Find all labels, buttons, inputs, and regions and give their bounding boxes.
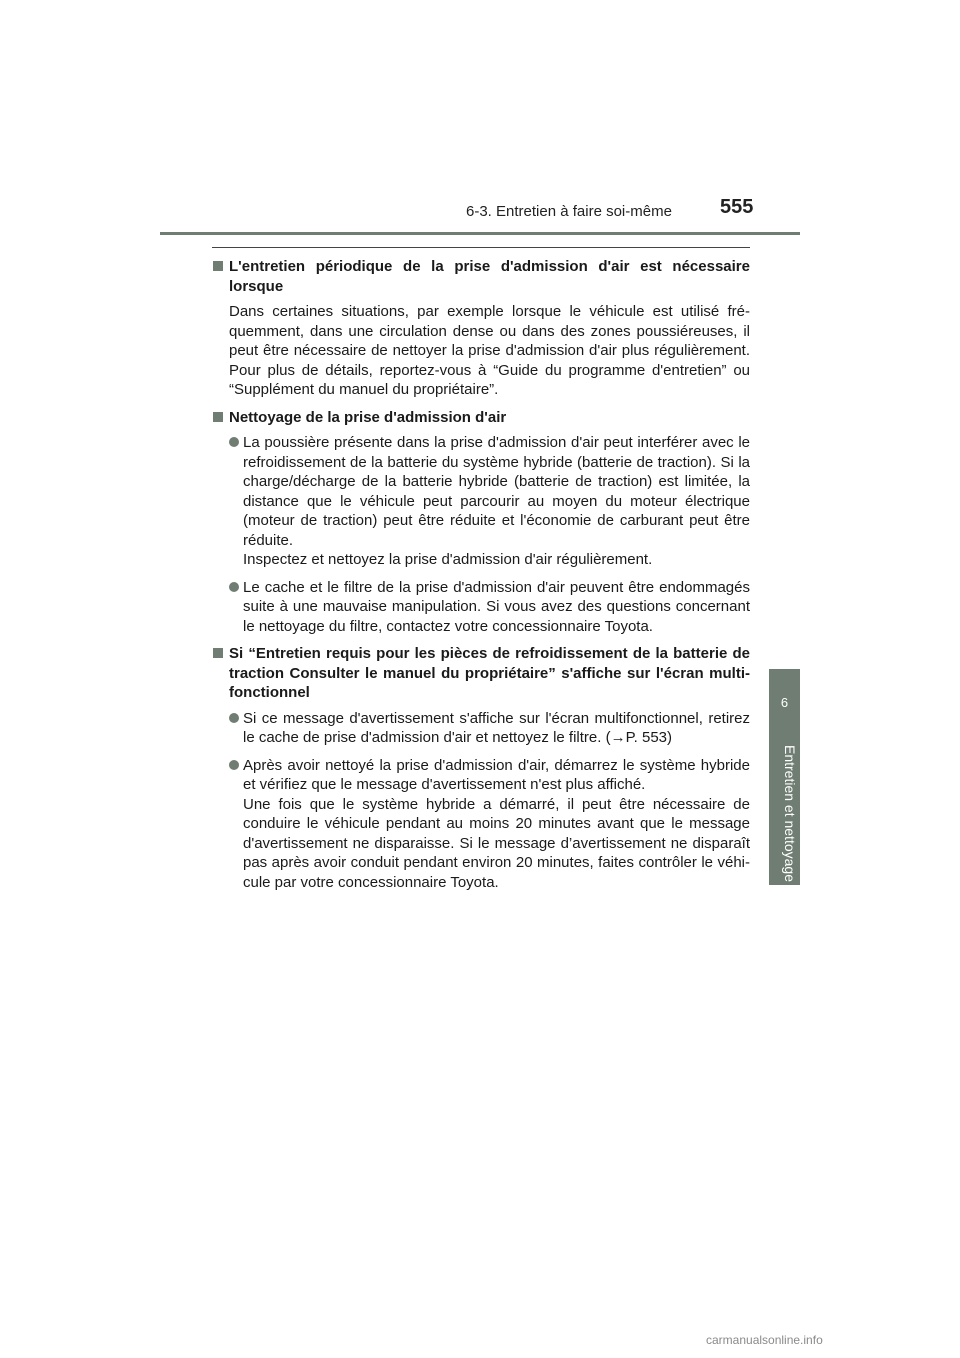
square-bullet-icon bbox=[213, 648, 223, 658]
square-bullet-icon bbox=[213, 261, 223, 271]
round-bullet-icon bbox=[229, 713, 239, 723]
section-warning-message bbox=[212, 644, 750, 892]
header-title: 6-3. Entretien à faire soi-même bbox=[466, 203, 672, 220]
header-rule bbox=[160, 232, 800, 235]
section-paragraph: Dans certaines situations, par exemple lorsque le véhicule est utilisé fré-quemment, dans une circulation dense ou dans des zones poussiéreuses, il peut être nécessaire de nettoyer la prise d'admission d'air plus régulièrement. Pour plus de détails, reportez-vous à “Guide du programme d'entretien” ou “Supplément du manuel du propriétaire”. bbox=[229, 303, 750, 398]
round-bullet-icon bbox=[229, 760, 239, 770]
page-number: 555 bbox=[720, 196, 754, 218]
list-item-text: Si ce message d'avertissement s'affiche sur l'écran multifonctionnel, retirez le cache de prise d'admission d'air et nettoyez le filtre. (→P. 553) bbox=[243, 709, 750, 746]
list-item-text: La poussière présente dans la prise d'admission d'air peut interférer avec le refroidissement de la batterie du système hybride (batterie de traction). Si la charge/décharge de la batterie hybride (batterie de traction) est limitée, la distance que le véhicule peut parcourir au moyen du moteur électrique (moteur de traction) peut être réduite et l'économie de carburant peut être réduite. Inspectez et nettoyez la prise d'admission d'air régulièrement. bbox=[243, 434, 750, 568]
section-periodic-maintenance bbox=[212, 257, 750, 400]
square-bullet-icon bbox=[213, 412, 223, 422]
content-rule bbox=[212, 247, 750, 248]
footer-watermark: carmanualsonline.info bbox=[706, 1333, 823, 1347]
section-heading: Nettoyage de la prise d'admission d'air bbox=[229, 408, 507, 426]
list-item bbox=[229, 756, 750, 893]
list-item bbox=[229, 433, 750, 570]
section-heading: Si “Entretien requis pour les pièces de refroidissement de la batterie de traction Consulter le manuel du propriétaire” s'affiche sur l'écran multi-fonctionnel bbox=[229, 645, 750, 701]
section-cleaning-air-intake bbox=[212, 408, 750, 637]
chapter-number: 6 bbox=[780, 695, 789, 710]
section-heading: L'entretien périodique de la prise d'admission d'air est nécessaire lorsque bbox=[229, 258, 750, 295]
list-item-text: Le cache et le filtre de la prise d'admission d'air peuvent être endommagés suite à une mauvaise manipulation. Si vous avez des questions concernant le nettoyage du filtre, contactez votre concessionnaire Toyota. bbox=[243, 578, 750, 635]
list-item bbox=[229, 578, 750, 637]
main-content bbox=[212, 257, 750, 900]
list-item bbox=[229, 709, 750, 748]
round-bullet-icon bbox=[229, 437, 239, 447]
chapter-label: Entretien et nettoyage bbox=[782, 745, 798, 882]
round-bullet-icon bbox=[229, 582, 239, 592]
list-item-text: Après avoir nettoyé la prise d'admission d'air, démarrez le système hybride et vérifiez que le message d'avertissement n'est plus affiché. Une fois que le système hybride a démarré, il peut être nécessaire de conduire le véhicule pendant au moins 20 minutes avant que le message d'avertissement ne disparaisse. Si le message d’avertissement ne disparaît pas après avoir conduit pendant environ 20 minutes, faites contrôler le véhi-cule par votre concessionnaire Toyota. bbox=[243, 756, 750, 891]
